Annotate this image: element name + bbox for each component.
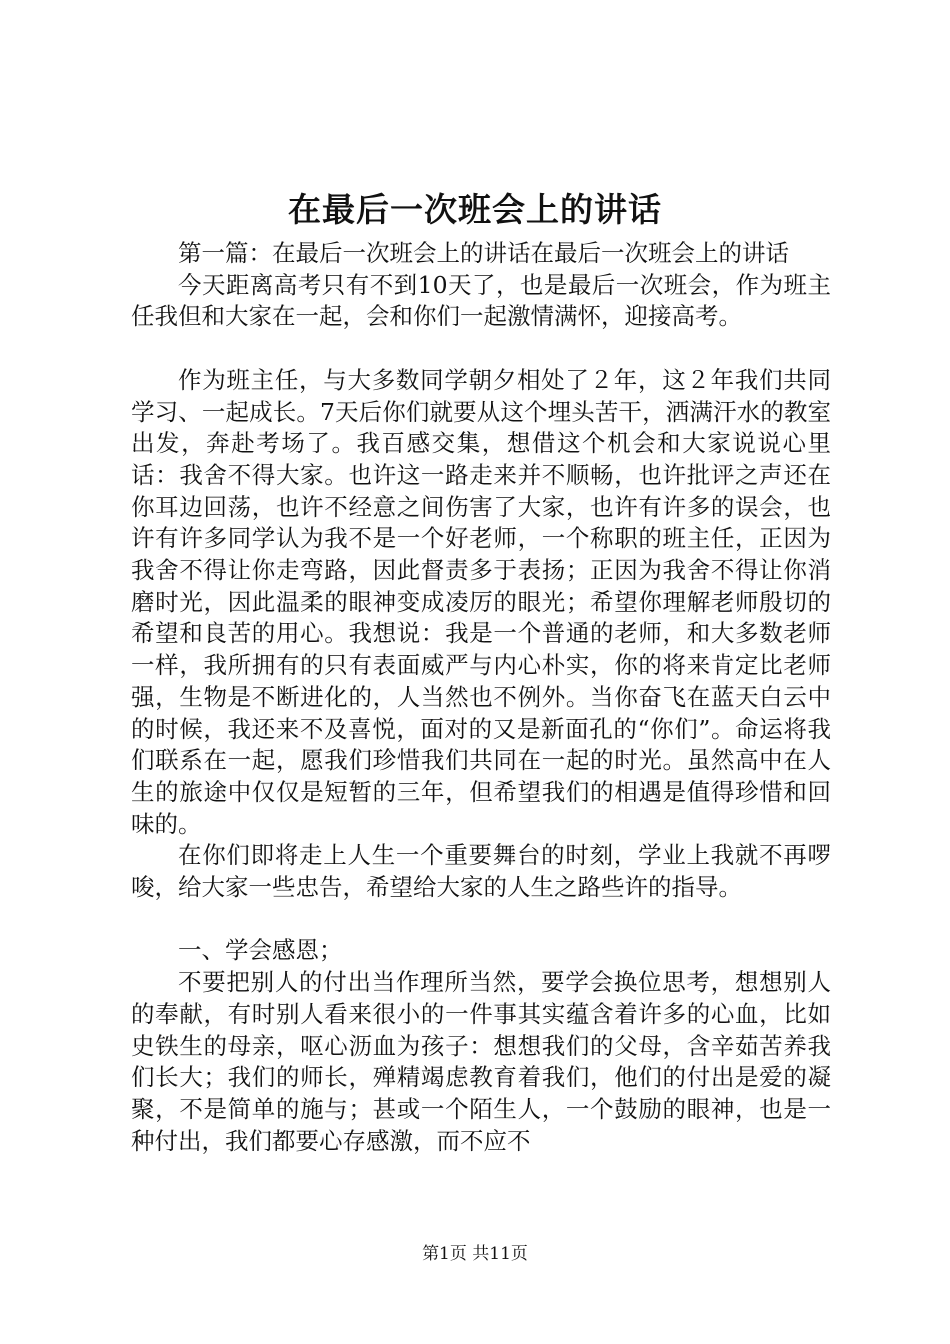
page-footer: 第1页 共11页	[422, 1244, 528, 1264]
paragraph-gratitude: 不要把别人的付出当作理所当然，要学会换位思考，想想别人的奉献，有时别人看来很小的一件事其实蕴含着许多的心血，比如史铁生的母亲，呕心沥血为孩子：想想我们的父母，含辛茹苦养我们长大；我们的师长，殚精竭虑教育着我们，他们的付出是爱的凝聚，不是简单的施与；甚或一个陌生人，一个鼓励的眼神，也是一种付出，我们都要心存感激，而不应不	[131, 968, 831, 1155]
section-heading: 一、学会感恩；	[178, 936, 343, 965]
paragraph-main: 作为班主任，与大多数同学朝夕相处了２年，这２年我们共同学习、一起成长。7天后你们就要从这个埋头苦干，洒满汗水的教室出发，奔赴考场了。我百感交集，想借这个机会和大家说说心里话：我舍不得大家。也许这一路走来并不顺畅，也许批评之声还在你耳边回荡，也许不经意之间伤害了大家，也许有许多的误会，也许有许多同学认为我不是一个好老师，一个称职的班主任，正因为我舍不得让你走弯路，因此督责多于表扬；正因为我舍不得让你消磨时光，因此温柔的眼神变成凌厉的眼光；希望你理解老师殷切的希望和良苦的用心。我想说：我是一个普通的老师，和大多数老师一样，我所拥有的只有表面威严与内心朴实，你的将来肯定比老师强，生物是不断进化的，人当然也不例外。当你奋飞在蓝天白云中的时候，我还来不及喜悦，面对的又是新面孔的“你们”。命运将我们联系在一起，愿我们珍惜我们共同在一起的时光。虽然高中在人生的旅途中仅仅是短暂的三年，但希望我们的相遇是值得珍惜和回味的。	[131, 365, 831, 838]
paragraph-intro: 今天距离高考只有不到10天了，也是最后一次班会，作为班主任我但和大家在一起，会和你们一起激情满怀，迎接高考。	[131, 270, 831, 331]
document-body	[131, 238, 831, 1157]
paragraph-advice-intro: 在你们即将走上人生一个重要舞台的时刻，学业上我就不再啰唆，给大家一些忠告，希望给大家的人生之路些许的指导。	[131, 841, 831, 902]
blank-line	[131, 333, 831, 365]
document-title: 在最后一次班会上的讲话	[288, 190, 662, 229]
paragraph-heading-line: 第一篇：在最后一次班会上的讲话在最后一次班会上的讲话	[178, 239, 789, 267]
blank-line	[131, 904, 831, 936]
